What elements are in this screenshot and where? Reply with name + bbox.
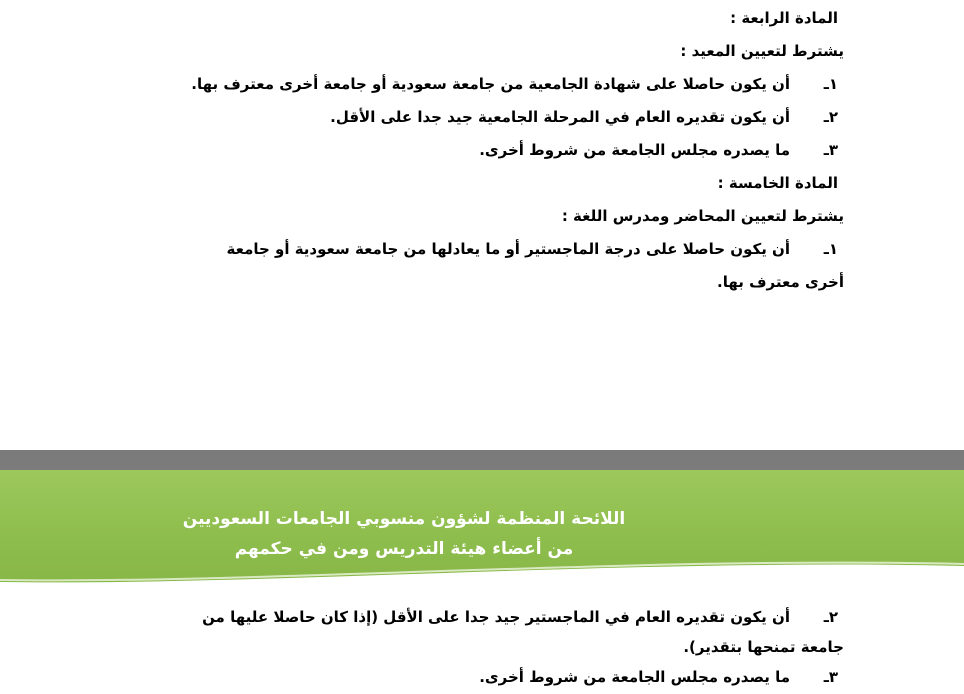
document-body: [84, 2, 844, 299]
item-text: أن يكون حاصلا على درجة الماجستير أو ما يعادلها من جامعة سعودية أو جامعة: [226, 240, 790, 258]
article-4-item-2: [84, 101, 844, 134]
article-5-item-1-continued: أخرى معترف بها.: [717, 273, 844, 291]
continued-item-3: [84, 662, 844, 692]
banner-title-line-2: من أعضاء هيئة التدريس ومن في حكمهم: [234, 539, 574, 559]
banner-title: [144, 504, 664, 564]
article-5-heading: المادة الخامسة :: [717, 174, 838, 192]
item-number: ١ـ: [823, 240, 838, 258]
item-number: ٣ـ: [823, 668, 838, 686]
banner-wave-decoration: [0, 556, 964, 596]
article-4-item-1: [84, 68, 844, 101]
article-5-intro: يشترط لتعيين المحاضر ومدرس اللغة :: [561, 207, 844, 225]
item-text: ما يصدره مجلس الجامعة من شروط أخرى.: [479, 141, 790, 159]
article-4-intro: يشترط لتعيين المعيد :: [680, 42, 844, 60]
article-4-item-3: [84, 134, 844, 167]
header-banner: [0, 470, 964, 596]
item-text: أن يكون حاصلا على شهادة الجامعية من جامعة سعودية أو جامعة أخرى معترف بها.: [191, 75, 790, 93]
item-text: ما يصدره مجلس الجامعة من شروط أخرى.: [479, 668, 790, 686]
item-text: أن يكون تقديره العام في الماجستير جيد جدا على الأقل (إذا كان حاصلا عليها من: [202, 608, 790, 626]
item-number: ٢ـ: [823, 108, 838, 126]
article-4-heading: المادة الرابعة :: [730, 9, 838, 27]
item-number: ٢ـ: [823, 608, 838, 626]
item-text: أن يكون تقديره العام في المرحلة الجامعية جيد جدا على الأقل.: [330, 108, 790, 126]
continued-item-2: [84, 602, 844, 632]
page-divider: [0, 450, 964, 470]
banner-title-line-1: اللائحة المنظمة لشؤون منسوبي الجامعات السعوديين: [182, 509, 626, 529]
article-5-item-1: [84, 233, 844, 266]
item-number: ١ـ: [823, 75, 838, 93]
continued-body: [84, 602, 844, 692]
continued-item-2-continued: جامعة تمنحها بتقدير).: [683, 638, 844, 656]
item-number: ٣ـ: [823, 141, 838, 159]
